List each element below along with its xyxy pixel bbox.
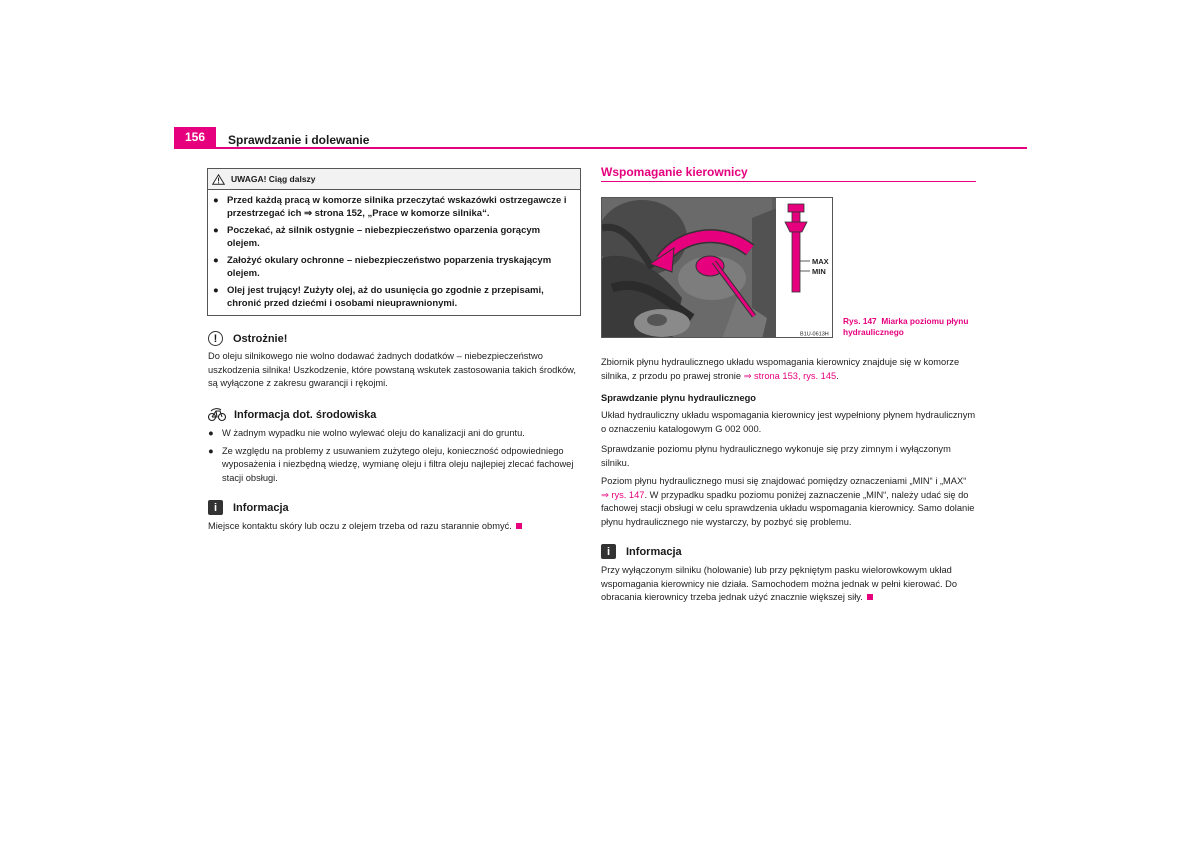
warning-item: ● Przed każdą pracą w komorze silnika przeczytać wskazówki ostrzegawcze i przestrzegać ich ⇒ strona 152, „Prace w komorze silnika“.	[213, 195, 567, 219]
bullet-icon: ●	[208, 428, 214, 438]
right-paragraph-3: Sprawdzanie poziomu płynu hydraulicznego wykonuje się przy zimnym i wyłączonym silniku.	[601, 444, 951, 468]
section-rule	[601, 181, 976, 182]
info-icon: i	[601, 544, 616, 559]
figure-caption-text: Miarka poziomu płynu hydraulicznego	[843, 316, 969, 337]
right-paragraph-2: Układ hydrauliczny układu wspomagania kierownicy jest wypełniony płynem hydraulicznym o oznaczeniu katalogowym G 002 000.	[601, 410, 976, 434]
list-item: ● W żadnym wypadku nie wolno wylewać oleju do kanalizacji ani do gruntu.	[208, 427, 580, 441]
header-rule	[174, 147, 1027, 149]
caution-icon: !	[208, 331, 223, 346]
environment-list	[208, 427, 580, 485]
bullet-icon: ●	[213, 255, 219, 266]
page-number: 156	[174, 127, 216, 148]
list-item: ● Ze względu na problemy z usuwaniem zużytego oleju, konieczność odpowiedniego wyposażenia i niezbędną wiedzę, wymianę oleju i filtra oleju najlepiej zlecać fachowej stacji obsługi.	[208, 445, 580, 486]
max-label: MAX	[812, 257, 829, 266]
page-link[interactable]: ⇒ strona 153, rys. 145	[743, 370, 837, 381]
info-heading-left: i Informacja	[208, 500, 289, 515]
caution-heading: ! Ostrożnie!	[208, 331, 287, 346]
page-header-title: Sprawdzanie i dolewanie	[228, 133, 370, 147]
warning-list	[208, 190, 580, 310]
info-heading-right: i Informacja	[601, 544, 682, 559]
caution-text: Do oleju silnikowego nie wolno dodawać żadnych dodatków – niebezpieczeństwo uszkodzenia silnika! Uszkodzenie, które powstaną wskutek zastosowania takich środków, są wyłączone z zakresu gwarancji i rękojmi.	[208, 351, 576, 388]
environment-heading: Informacja dot. środowiska	[208, 407, 376, 422]
info-text-left: Miejsce kontaktu skóry lub oczu z olejem trzeba od razu starannie obmyć.	[208, 520, 580, 534]
end-mark-icon	[867, 594, 873, 600]
info-icon: i	[208, 500, 223, 515]
warning-box	[207, 168, 581, 316]
warning-triangle-icon	[212, 174, 225, 185]
right-paragraph-4: Poziom płynu hydraulicznego musi się znajdować pomiędzy oznaczeniami „MIN“ i „MAX“ ⇒ rys. 147. W przypadku spadku poziomu poniżej zaznaczenie „MIN“, należy udać się do fachowej stacji obsługi w celu sprawdzenia układu wspomagania kierownicy. Samo dolanie płynu hydraulicznego nie wystarczy, by pozbyć się problemu.	[601, 476, 975, 527]
end-mark-icon	[516, 523, 522, 529]
figure-code: B1U-0613H	[800, 331, 829, 338]
section-title: Wspomaganie kierownicy	[601, 165, 748, 179]
bullet-icon: ●	[213, 195, 219, 206]
bullet-icon: ●	[213, 225, 219, 236]
warning-header	[208, 169, 580, 190]
environment-icon	[208, 407, 226, 422]
figure-link[interactable]: ⇒ rys. 147	[601, 489, 645, 500]
warning-item: ● Olej jest trujący! Zużyty olej, aż do usunięcia go zgodnie z przepisami, chronić przed dziećmi i osobami nieuprawnionymi.	[213, 285, 544, 309]
min-label: MIN	[812, 267, 826, 276]
bullet-icon: ●	[208, 445, 214, 456]
subheading: Sprawdzanie płynu hydraulicznego	[601, 393, 756, 403]
bullet-icon: ●	[213, 285, 219, 296]
info-text-right: Przy wyłączonym silniku (holowanie) lub przy pękniętym pasku wielorowkowym układ wspomagania kierownicy nie działa. Samochodem można jednak w pełni kierować. Do obracania kierownicy trzeba jednak użyć znacznie większej siły.	[601, 565, 958, 602]
engine-bay-illustration	[602, 198, 833, 338]
warning-item: ● Założyć okulary ochronne – niebezpieczeństwo poparzenia tryskającym olejem.	[213, 255, 552, 279]
figure-caption	[843, 316, 983, 338]
warning-item: ● Poczekać, aż silnik ostygnie – niebezpieczeństwo oparzenia gorącym olejem.	[213, 225, 541, 249]
figure-power-steering-dipstick	[601, 197, 833, 338]
warning-title: UWAGA! Ciąg dalszy	[231, 174, 316, 184]
right-paragraph-1: Zbiornik płynu hydraulicznego układu wspomagania kierownicy znajduje się w komorze silnika, z przodu po prawej stronie ⇒ strona 153, rys. 145.	[601, 357, 960, 381]
figure-caption-label: Rys. 147	[843, 316, 877, 326]
